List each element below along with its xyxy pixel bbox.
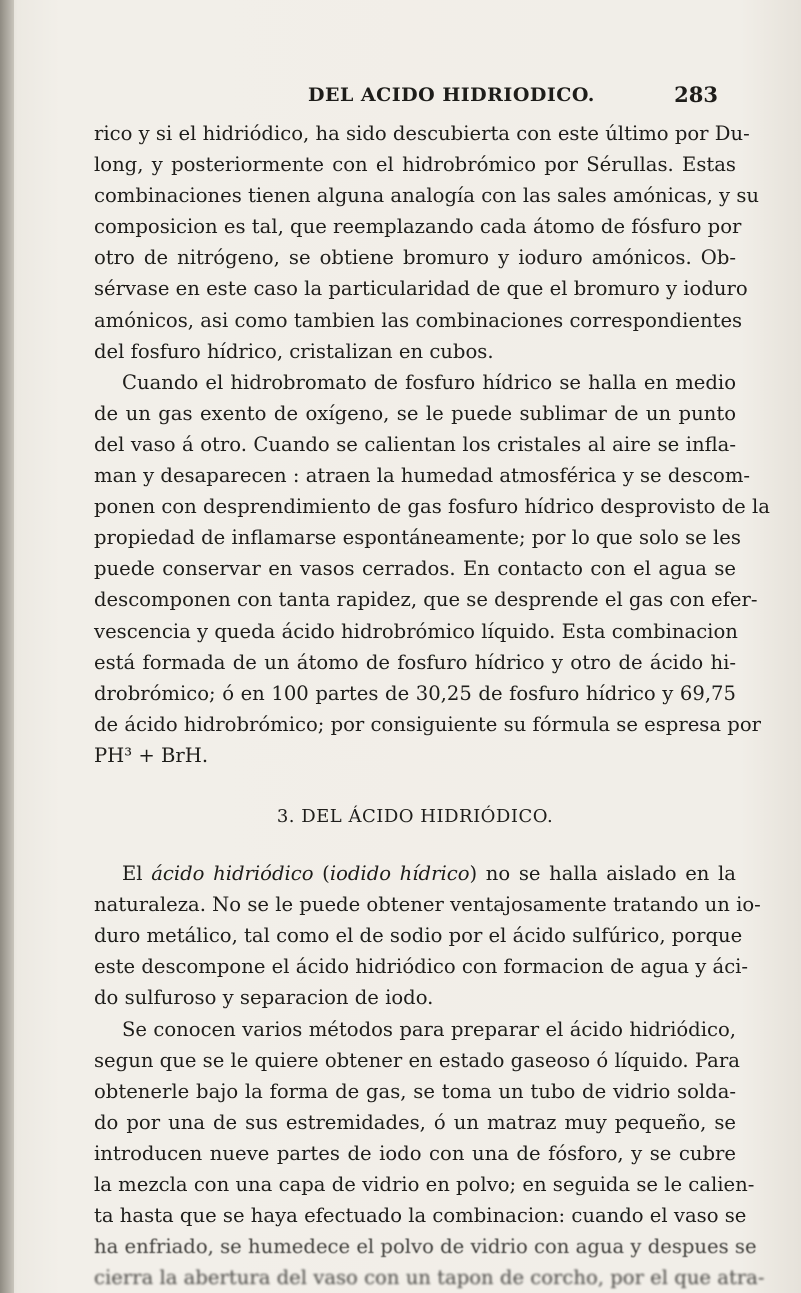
text-line: segun que se le quiere obtener en estado gaseoso ó líquido. Para: [94, 1048, 740, 1072]
text-fragment: (: [313, 862, 330, 886]
text-line: [94, 858, 736, 889]
page-number: 283: [674, 82, 718, 107]
text-line: naturaleza. No se le puede obtener ventajosamente tratando un io-: [94, 893, 761, 917]
italic-term: ácido hidriódico: [151, 862, 314, 886]
text-line: vescencia y queda ácido hidrobrómico líquido. Esta combinacion: [94, 619, 738, 643]
paragraph-1: [94, 118, 760, 367]
section-heading: [94, 801, 736, 832]
text-line: Cuando el hidrobromato de fosfuro hídrico se halla en medio: [122, 370, 736, 394]
text-line: de un gas exento de oxígeno, se le puede sublimar de un punto: [94, 401, 736, 425]
page-header: [90, 82, 730, 112]
text-line: propiedad de inflamarse espontáneamente; por lo que solo se les: [94, 526, 741, 550]
text-line: introducen nueve partes de iodo con una de fósforo, y se cubre: [94, 1141, 736, 1165]
text-line: obtenerle bajo la forma de gas, se toma un tubo de vidrio solda-: [94, 1079, 736, 1103]
text-line: ta hasta que se haya efectuado la combinacion: cuando el vaso se: [94, 1204, 747, 1228]
text-line: man y desaparecen : atraen la humedad atmosférica y se descom-: [94, 464, 751, 488]
text-line: sérvase en este caso la particularidad de que el bromuro y ioduro: [94, 277, 748, 301]
text-line: ha enfriado, se humedece el polvo de vidrio con agua y despues se: [94, 1235, 757, 1259]
text-line: do sulfuroso y separacion de iodo.: [94, 986, 434, 1010]
page-body: [94, 118, 770, 1293]
italic-term: iodido hídrico: [329, 862, 470, 886]
text-line: rico y si el hidriódico, ha sido descubierta con este último por Du-: [94, 122, 750, 145]
text-line: long, y posteriormente con el hidrobrómico por Sérullas. Estas: [94, 153, 736, 177]
text-line: duro metálico, tal como el de sodio por el ácido sulfúrico, porque: [94, 924, 743, 948]
text-line: composicion es tal, que reemplazando cada átomo de fósfuro por: [94, 215, 742, 239]
text-line: Se conocen varios métodos para preparar el ácido hidriódico,: [122, 1017, 736, 1041]
section-title: DEL ÁCIDO HIDRIÓDICO.: [301, 805, 554, 827]
paragraph-4: [94, 1014, 765, 1293]
text-line: drobrómico; ó en 100 partes de 30,25 de fosfuro hídrico y 69,75: [94, 681, 736, 705]
text-line: la mezcla con una capa de vidrio en polvo; en seguida se le calien-: [94, 1173, 755, 1196]
text-line: do por una de sus estremidades, ó un matraz muy pequeño, se: [94, 1110, 736, 1134]
text-line: amónicos, asi como tambien las combinaciones correspondientes: [94, 308, 743, 332]
text-fragment: ) no se halla aislado en la: [469, 862, 736, 886]
text-line: está formada de un átomo de fosfuro hídrico y otro de ácido hi-: [94, 650, 736, 674]
book-spine-edge: [0, 0, 14, 1293]
text-line: combinaciones tienen alguna analogía con las sales amónicas, y su: [94, 184, 760, 208]
text-fragment: El: [122, 862, 152, 886]
text-line: de ácido hidrobrómico; por consiguiente su fórmula se espresa por: [94, 712, 761, 736]
paragraph-3: [94, 858, 761, 1013]
text-line: del vaso á otro. Cuando se calientan los cristales al aire se infla-: [94, 432, 736, 456]
section-number: 3.: [276, 805, 295, 827]
text-line: del fosfuro hídrico, cristalizan en cubos.: [94, 339, 494, 363]
paragraph-2: [94, 367, 770, 771]
text-line: cierra la abertura del vaso con un tapon de corcho, por el que atra-: [94, 1266, 765, 1290]
running-title: DEL ACIDO HIDRIODICO.: [308, 84, 595, 106]
text-line: descomponen con tanta rapidez, que se desprende el gas con efer-: [94, 588, 758, 612]
text-line: este descompone el ácido hidriódico con formacion de agua y áci-: [94, 955, 749, 979]
text-line: puede conservar en vasos cerrados. En contacto con el agua se: [94, 557, 736, 581]
text-line: otro de nitrógeno, se obtiene bromuro y ioduro amónicos. Ob-: [94, 246, 736, 270]
text-line: ponen con desprendimiento de gas fosfuro hídrico desprovisto de la: [94, 495, 770, 519]
chemical-formula-line: PH³ + BrH.: [94, 743, 209, 767]
